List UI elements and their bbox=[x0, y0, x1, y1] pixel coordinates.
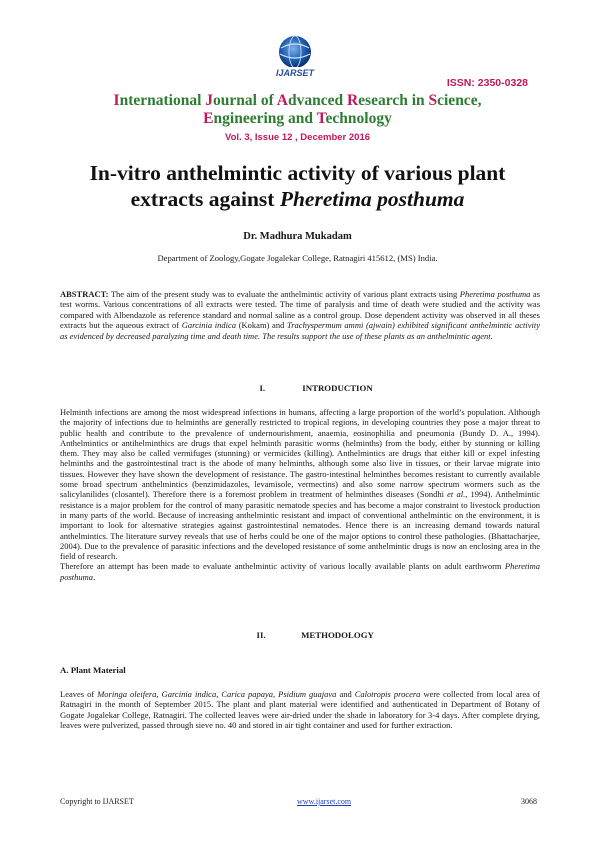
paper-title-line1: In-vitro anthelmintic activity of various plant bbox=[89, 161, 506, 185]
section-heading-introduction: I. INTRODUCTION bbox=[259, 383, 373, 393]
logo-wordmark: IJARSET bbox=[275, 68, 315, 78]
footer-copyright: Copyright to IJARSET bbox=[60, 797, 134, 806]
issn-label: ISSN: 2350-0328 bbox=[446, 77, 528, 89]
introduction-body bbox=[60, 407, 540, 582]
author-name: Dr. Madhura Mukadam bbox=[243, 231, 352, 242]
volume-issue: Vol. 3, Issue 12 , December 2016 bbox=[224, 132, 371, 143]
plant-material-body: Leaves of Moringa oleifera, Garcinia indica, Carica papaya, Psidium guajava and Calotropis procera were collected from local area of Ratnagiri in the month of September 2015. The plant and plant material were identified and authenticated in Department of Botany of Gogate Jogalekar College, Ratnagiri. The collected leaves were air-dried under the shade in laboratory for 3-4 days. After complete drying, leaves were pulverized, passed through sieve no. 40 and stored in air tight container and used for further extraction. bbox=[60, 689, 541, 730]
subsection-plant-material: A. Plant Material bbox=[60, 665, 126, 675]
abstract: ABSTRACT: The aim of the present study was to evaluate the anthelmintic activity of various plant extracts using Pheretima posthuma as test worms. Various concentrations of all extracts were tested. The time of paralysis and time of death were studied and the activity was compared with Albendazole as reference standard and normal saline as a control group. Dose dependent activity was observed in all theses extracts but the aqueous extract of Garcinia indica (Kokam) and Trachyspermum ammi (ajwain) exhibited significant anthelmintic activity as evidenced by decreased paralyzing time and death time. The results support the use of these plants as an anthelmintic agent. bbox=[60, 289, 540, 341]
footer-website-link[interactable]: www.ijarset.com bbox=[297, 797, 352, 806]
paper-title-line2: extracts against Pheretima posthuma bbox=[130, 187, 465, 211]
footer-page-number: 3068 bbox=[521, 797, 537, 806]
journal-title-line2: Engineering and Technology bbox=[203, 110, 392, 127]
author-affiliation: Department of Zoology,Gogate Jogalekar College, Ratnagiri 415612, (MS) India. bbox=[157, 253, 438, 263]
intro-paragraph-2: Therefore an attempt has been made to evaluate anthelmintic activity of various locally available plants on adult earthworm Pheretima posthuma. bbox=[60, 561, 540, 582]
journal-logo bbox=[265, 34, 325, 80]
journal-title-line1: International Journal of Advanced Research in Science, bbox=[113, 92, 482, 109]
section-heading-methodology: II. METHODOLOGY bbox=[256, 630, 374, 640]
intro-paragraph-1: Helminth infections are among the most widespread infections in humans, affecting a large proportion of the world’s population. Although the majority of infections due to helminths are generally restricted to tropical regions, in developing countries they pose a major threat to public health and contribute to the prevalence of undernourishment, anaemia, eosinophilia and pneumonia (Bundy D. A., 1994). Anthelmintics or antihelminthics are drugs that expel helminth parasitic worms (helminths) from the body, either by stunning or killing them. They may also be called vermifuges (stunning) or vermicides (killing). Anthelmintics are drugs that either kill or expel infesting helminths and the gastrointestinal tract is the abode of many helminths, although some also live in tissues, or their larvae migrate into tissues. However they have shown the development of resistance. The gastro-intestinal helminthes becomes resistant to currently available some broad spectrum anthelmintics (benzimidazoles, levamisole, vermectins) and also some narrow spectrum wormers such as the salicylanilides (closantel). Therefore there is a foremost problem in treatment of helminthes diseases (Sondhi et al., 1994). Anthelmintic resistance is a major problem for the control of many parasitic nematode species and has become a major constraint to livestock production in many parts of the world. Because of increasing anthelmintic resistant and impact of conventional anthelmintic on the environment, it is important to look for alternative strategies against gastrointestinal nematodes. Hence there is an increasing demand towards natural anthelmintics. The literature survey reveals that use of herbs could be one of the major options to control these pathologies. (Bhattacharjee, 2004). Due to the prevalence of parasitic infections and the developed resistance of some anthelmintic drugs is now an enclosing area in the field of research. bbox=[60, 407, 541, 562]
